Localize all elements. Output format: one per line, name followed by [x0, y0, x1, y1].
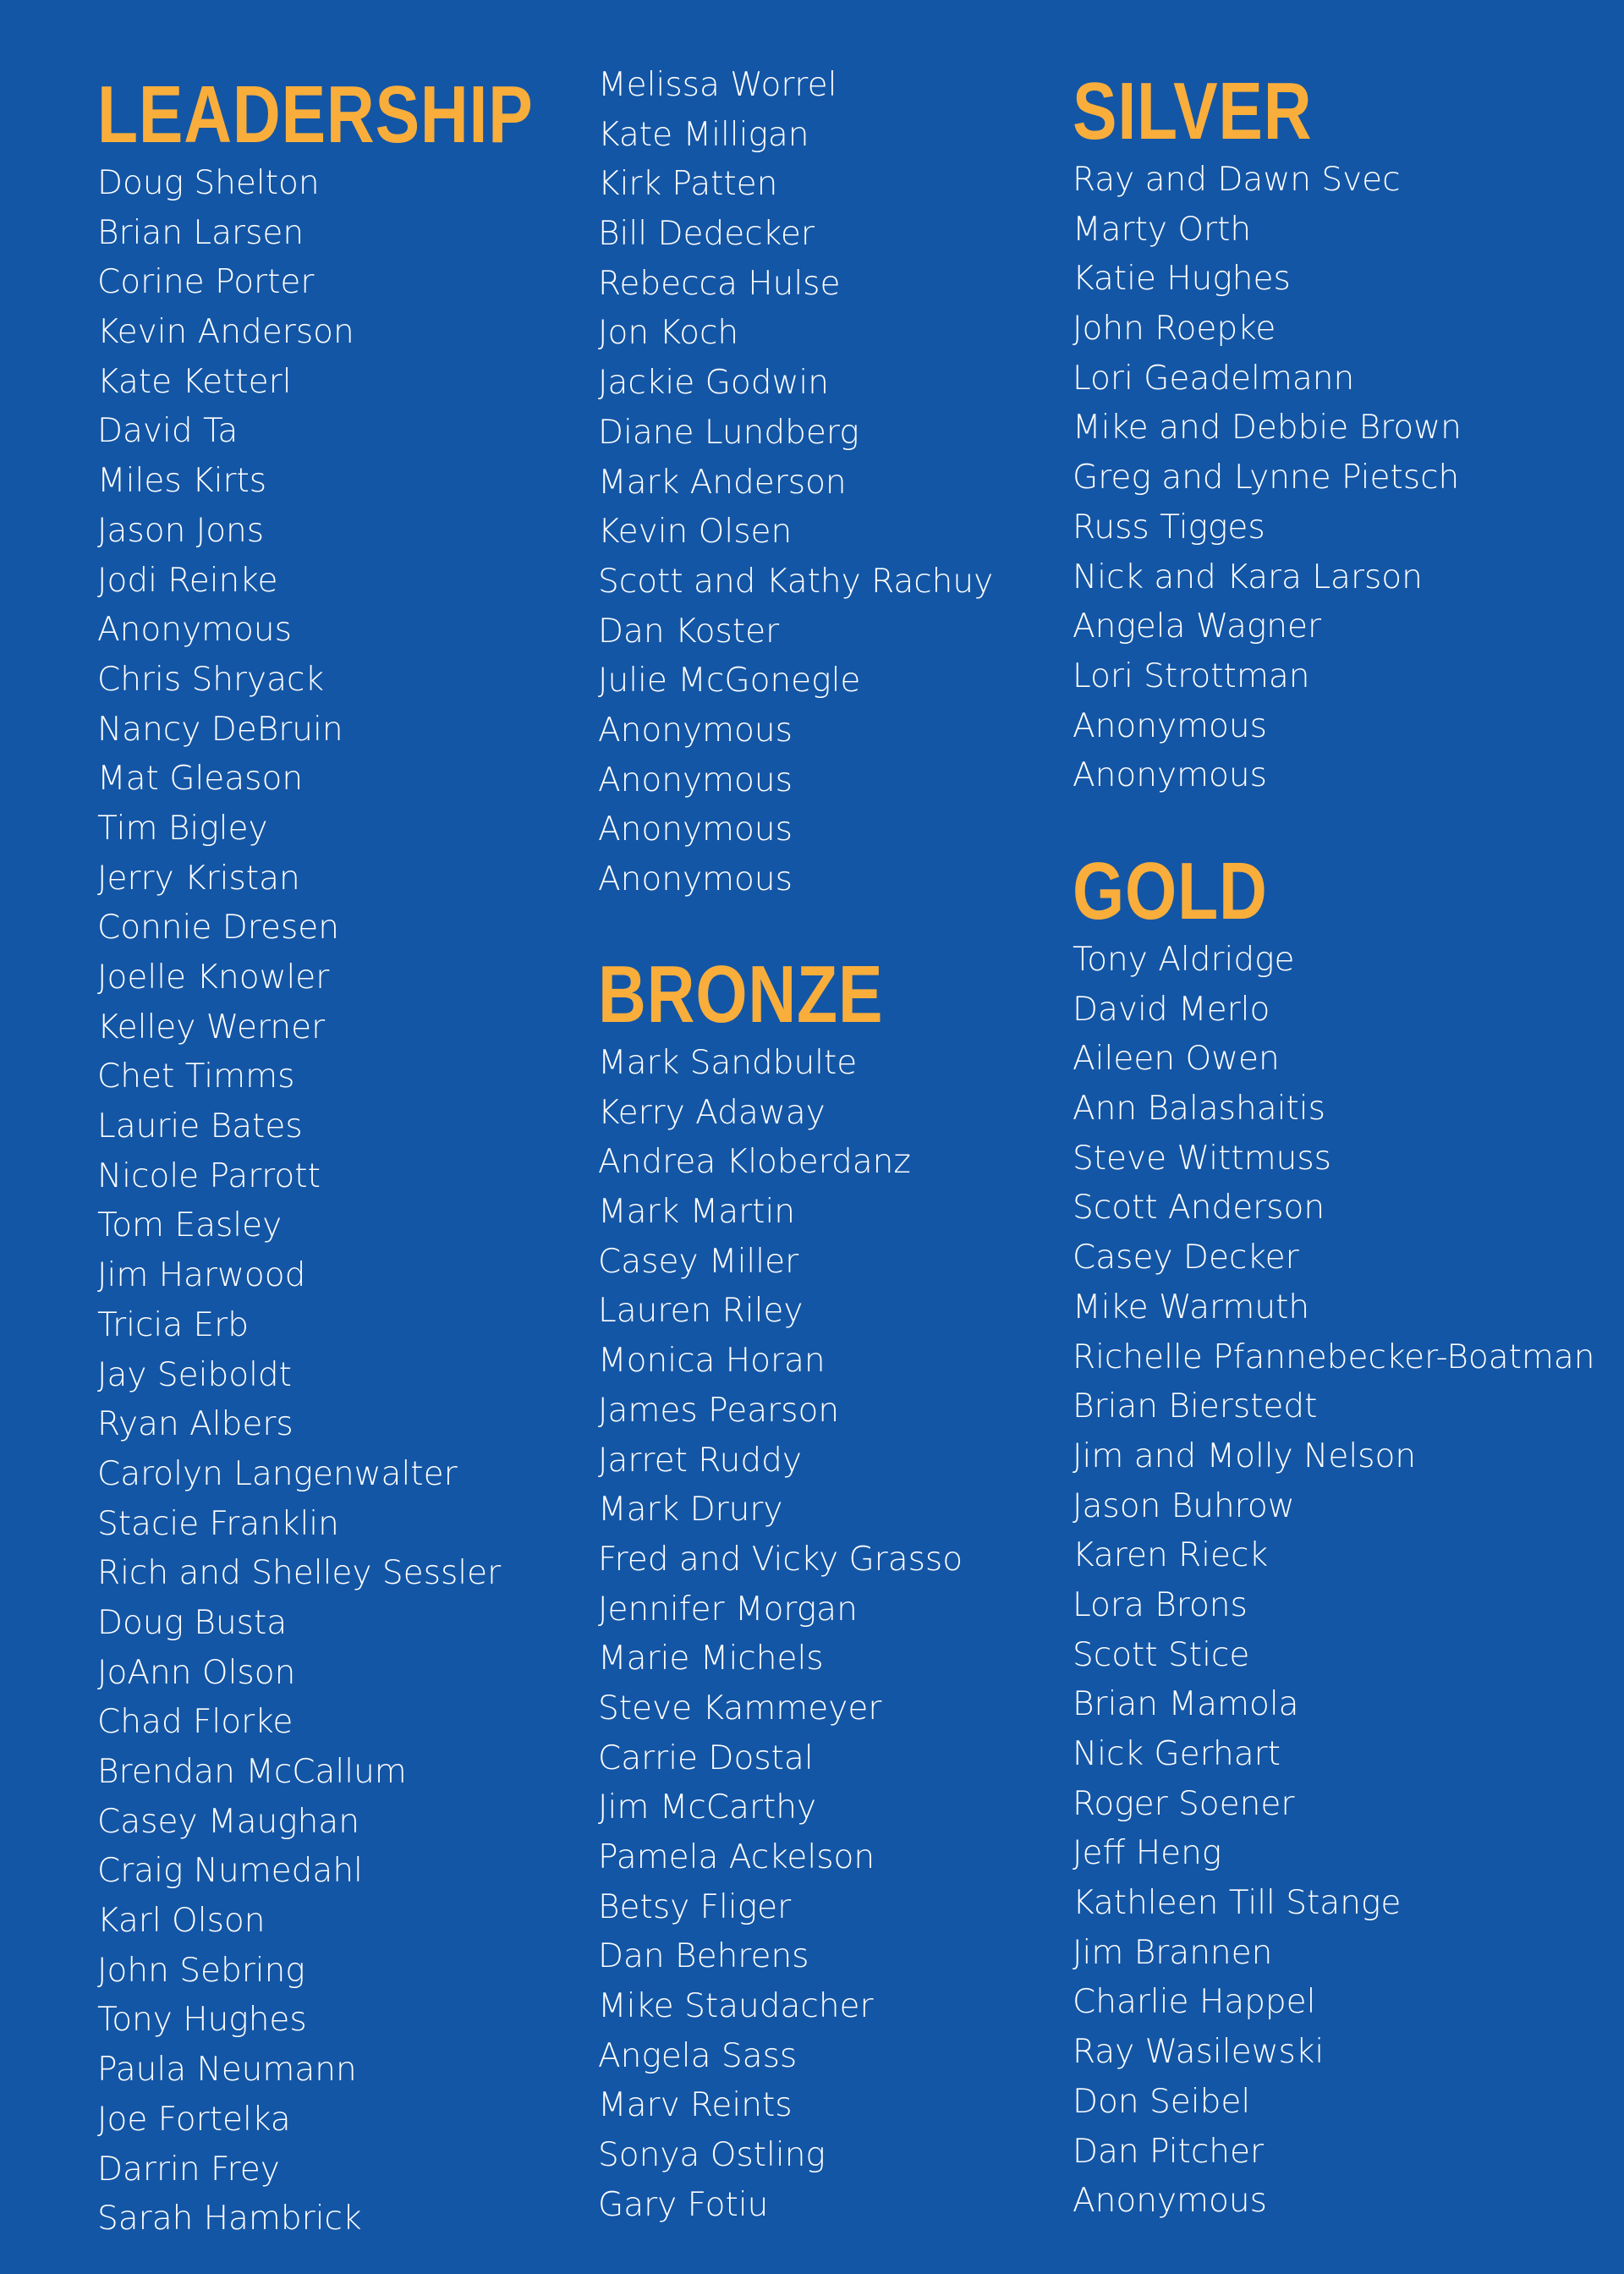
donor-name: Carolyn Langenwalter — [97, 1454, 458, 1493]
donor-name: David Ta — [97, 412, 239, 451]
donor-name: Sarah Hambrick — [97, 2200, 362, 2238]
donor-name: Jennifer Morgan — [598, 1590, 858, 1629]
donor-name: JoAnn Olson — [97, 1653, 296, 1692]
donor-name: Brian Bierstedt — [1073, 1387, 1318, 1426]
donor-name: Bill Dedecker — [598, 215, 815, 254]
bronze-heading: BRONZE — [598, 949, 884, 1040]
donor-name: Laurie Bates — [97, 1107, 303, 1146]
donor-name: Tony Aldridge — [1073, 941, 1295, 979]
donor-name: Jon Koch — [598, 314, 739, 353]
donor-name: Lauren Riley — [598, 1292, 804, 1331]
donor-name: Stacie Franklin — [97, 1504, 339, 1543]
donor-name: Jim McCarthy — [598, 1788, 817, 1827]
donor-name: Kelley Werner — [97, 1008, 326, 1046]
donor-name: Jarret Ruddy — [598, 1441, 802, 1480]
donor-name: Jay Seiboldt — [97, 1355, 292, 1394]
donor-name: Doug Shelton — [97, 164, 320, 202]
donor-name: Lori Strottman — [1073, 656, 1310, 695]
donor-name: Chris Shryack — [97, 660, 325, 699]
donor-name: Jim Harwood — [97, 1256, 306, 1295]
donor-name: Nicole Parrott — [97, 1156, 321, 1195]
donor-name: Rebecca Hulse — [598, 264, 841, 303]
donor-name: Kerry Adaway — [598, 1093, 826, 1132]
donor-name: Darrin Frey — [97, 2150, 280, 2189]
donor-name: Mike and Debbie Brown — [1073, 409, 1462, 448]
donor-name: Kate Milligan — [598, 115, 809, 154]
donor-name: Craig Numedahl — [97, 1852, 363, 1891]
donor-name: Casey Decker — [1073, 1239, 1299, 1277]
donor-name: Anonymous — [598, 711, 793, 750]
donor-name: Don Seibel — [1073, 2082, 1251, 2121]
donor-name: Mat Gleason — [97, 760, 304, 799]
donor-name: Anonymous — [598, 761, 793, 799]
donor-name: Anonymous — [1073, 706, 1267, 745]
donor-name: Anonymous — [598, 810, 793, 849]
donor-name: Katie Hughes — [1073, 260, 1291, 299]
donor-name: Joelle Knowler — [97, 958, 330, 997]
donor-name: Chet Timms — [97, 1057, 295, 1096]
donor-name: Kevin Olsen — [598, 513, 793, 552]
donor-name: Jeff Heng — [1073, 1834, 1222, 1873]
bronze-name-list — [598, 1039, 963, 2231]
donor-name: Charlie Happel — [1073, 1983, 1316, 2022]
donor-name: Dan Koster — [598, 612, 780, 651]
donor-name: Dan Pitcher — [1073, 2132, 1265, 2171]
gold-heading: GOLD — [1073, 846, 1268, 937]
donor-name: Kevin Anderson — [97, 313, 354, 352]
donor-name: Jason Buhrow — [1073, 1486, 1295, 1525]
donor-name: Casey Miller — [598, 1242, 799, 1281]
donor-name: Steve Kammeyer — [598, 1689, 882, 1727]
donor-name: Jim and Molly Nelson — [1073, 1436, 1417, 1475]
donor-name: David Merlo — [1073, 990, 1270, 1029]
donor-name: Carrie Dostal — [598, 1738, 814, 1777]
donor-name: Brendan McCallum — [97, 1753, 407, 1791]
donor-name: Diane Lundberg — [598, 413, 859, 452]
donor-name: Russ Tigges — [1073, 508, 1265, 547]
donor-name: Jason Jons — [97, 511, 265, 550]
donor-name: Kate Ketterl — [97, 362, 292, 401]
donor-name: Mike Staudacher — [598, 1987, 874, 2026]
donor-name: Sonya Ostling — [598, 2136, 826, 2175]
donor-name: John Roepke — [1073, 310, 1276, 349]
donor-name: John Sebring — [97, 1951, 305, 1990]
donor-name: Connie Dresen — [97, 909, 339, 948]
donor-name: Paula Neumann — [97, 2051, 357, 2090]
donor-name: Miles Kirts — [97, 462, 267, 501]
donor-name: Mark Martin — [598, 1193, 795, 1232]
donor-name: Gary Fotiu — [598, 2185, 769, 2224]
donor-name: Marie Michels — [598, 1640, 824, 1678]
donor-name: Jackie Godwin — [598, 364, 829, 403]
leadership-heading: LEADERSHIP — [97, 69, 534, 160]
donor-name: Anonymous — [1073, 2182, 1267, 2221]
donor-name: Nick Gerhart — [1073, 1735, 1281, 1773]
donor-name: Scott Stice — [1073, 1635, 1250, 1674]
donor-name: Richelle Pfannebecker-Boatman — [1073, 1337, 1595, 1376]
donor-name: Joe Fortelka — [97, 2100, 291, 2139]
donor-name: Jim Brannen — [1073, 1933, 1273, 1972]
donor-name: Nick and Kara Larson — [1073, 558, 1423, 596]
donor-name: Doug Busta — [97, 1603, 288, 1642]
donor-name: Dan Behrens — [598, 1937, 809, 1976]
donor-name: Karl Olson — [97, 1902, 266, 1941]
donor-name: Jerry Kristan — [97, 859, 300, 898]
donor-name: Marv Reints — [598, 2086, 793, 2125]
donor-name: Mark Drury — [598, 1491, 783, 1530]
donor-name: Scott Anderson — [1073, 1189, 1325, 1228]
donor-name: Melissa Worrel — [598, 66, 837, 104]
donor-name: Steve Wittmuss — [1073, 1139, 1331, 1178]
donor-name: Ray and Dawn Svec — [1073, 161, 1401, 199]
donor-name: Anonymous — [598, 860, 793, 898]
donor-name: Greg and Lynne Pietsch — [1073, 459, 1460, 497]
donor-name: Betsy Fliger — [598, 1887, 792, 1926]
donor-name: Lora Brons — [1073, 1585, 1248, 1624]
donor-name: Nancy DeBruin — [97, 710, 343, 749]
donor-name: Kirk Patten — [598, 165, 778, 204]
donor-name: Chad Florke — [97, 1703, 294, 1742]
donor-name: Angela Wagner — [1073, 607, 1322, 646]
donor-name: Kathleen Till Stange — [1073, 1884, 1402, 1923]
donor-name: Pamela Ackelson — [598, 1838, 875, 1876]
donor-name: James Pearson — [598, 1391, 840, 1430]
donor-name: Rich and Shelley Sessler — [97, 1554, 502, 1593]
donor-name: Andrea Kloberdanz — [598, 1143, 911, 1182]
donor-name: Julie McGonegle — [598, 662, 861, 700]
donor-name: Jodi Reinke — [97, 561, 278, 600]
donor-name: Mark Sandbulte — [598, 1044, 858, 1082]
donor-name: Casey Maughan — [97, 1802, 359, 1841]
donor-name: Corine Porter — [97, 263, 315, 302]
donor-name: Marty Orth — [1073, 210, 1252, 249]
donor-name: Tim Bigley — [97, 809, 268, 848]
donor-name: Ray Wasilewski — [1073, 2033, 1325, 2072]
donor-name: Monica Horan — [598, 1342, 826, 1381]
donor-name: Tony Hughes — [97, 2001, 307, 2040]
donor-name: Karen Rieck — [1073, 1536, 1269, 1575]
donor-name: Ann Balashaitis — [1073, 1090, 1325, 1129]
donor-name: Mark Anderson — [598, 463, 847, 502]
silver-heading: SILVER — [1073, 66, 1313, 157]
donor-name: Brian Mamola — [1073, 1685, 1299, 1724]
donor-name: Aileen Owen — [1073, 1040, 1280, 1079]
leadership-name-list — [97, 159, 501, 2244]
donor-name: Scott and Kathy Rachuy — [598, 562, 994, 601]
donor-name: Anonymous — [1073, 756, 1267, 795]
donor-name: Angela Sass — [598, 2036, 798, 2075]
donor-name: Fred and Vicky Grasso — [598, 1540, 963, 1579]
donor-name: Roger Soener — [1073, 1784, 1295, 1823]
donor-name: Mike Warmuth — [1073, 1288, 1310, 1326]
donor-name: Ryan Albers — [97, 1405, 294, 1444]
donor-name: Tricia Erb — [97, 1305, 249, 1344]
donor-name: Brian Larsen — [97, 213, 304, 252]
gold-name-list — [1073, 936, 1595, 2227]
donor-name: Anonymous — [97, 611, 292, 650]
donor-name: Tom Easley — [97, 1206, 283, 1245]
donor-name: Lori Geadelmann — [1073, 359, 1355, 398]
leadership-name-list-continued — [598, 61, 993, 905]
silver-name-list — [1073, 156, 1462, 801]
